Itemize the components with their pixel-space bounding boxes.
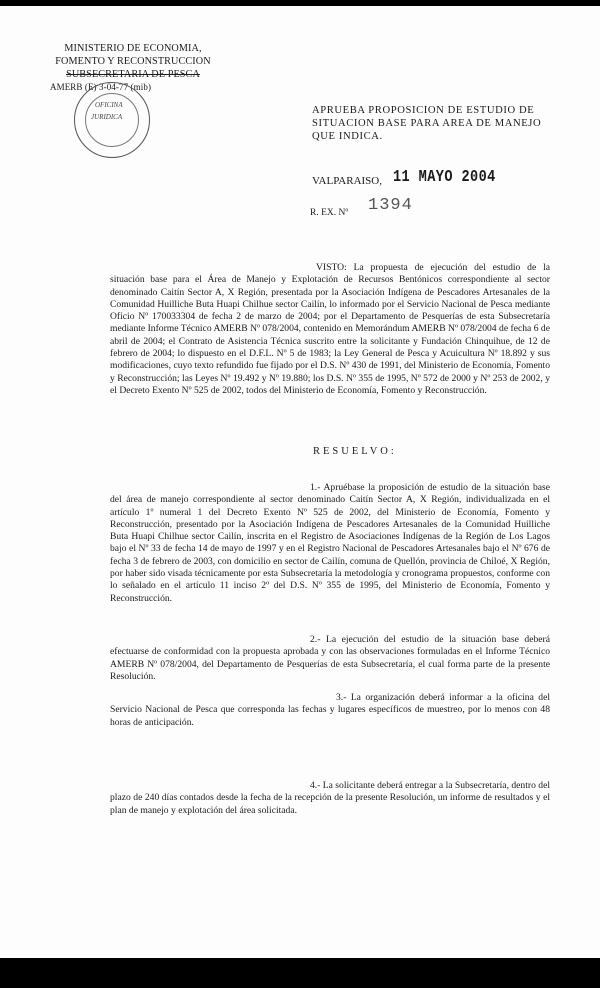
- scan-edge-bottom: [0, 958, 600, 988]
- resolution-title: APRUEBA PROPOSICION DE ESTUDIO DE SITUACION BASE PARA AREA DE MANEJO QUE INDICA.: [312, 105, 542, 142]
- ministry-line: MINISTERIO DE ECONOMIA,: [64, 43, 202, 54]
- stamp-text: OFICINA: [95, 101, 123, 109]
- resuelvo-heading: RESUELVO:: [313, 446, 397, 457]
- resolution-article-2: 2.- La ejecución del estudio de la situación base deberá efectuarse de conformidad con la propuesta aprobada y con las observaciones formuladas en el Informe Técnico AMERB Nº 078/2004, del Departamento de Pesquerías de esta Subsecretaría, el cual forma parte de la presente Resolución.: [110, 634, 550, 682]
- ministry-header: [48, 42, 218, 94]
- stamp-text: JURIDICA: [91, 113, 123, 121]
- resolution-article-4: 4.- La solicitante deberá entregar a la Subsecretaría, dentro del plazo de 240 días contados desde la fecha de la recepción de la presente Resolución, un informe de resultados y el plan de manejo y explotación del área solicitada.: [110, 780, 550, 816]
- city-label: VALPARAISO,: [312, 175, 382, 187]
- resolution-article-1: 1.- Apruébase la proposición de estudio de la situación base del área de manejo correspondiente al sector denominado Caitín Sector A, X Región, individualizada en el artículo 1º numeral 1 del Decreto Exento Nº 525 de 2002, del Ministerio de Economía, Fomento y Reconstrucción, presentado por la Asociación Indígena de Pescadores Artesanales de la Comunidad Huilliche Buta Huapi Chilhue sector Cailín, inscrita en el Registro de Asociaciones Indígenas de la Región de Los Lagos bajo el Nº 33 de fecha 14 de mayo de 1997 y en el Registro Nacional de Pescadores Artesanales bajo el Nº 676 de fecha 3 de febrero de 2003, con domicilio en sector de Cailín, comuna de Quellón, provincia de Chiloé, X Región, por haber sido visada técnicamente por esta Subsecretaría la metodología y cronograma propuestos, conforme con lo señalado en el artículo 11 inciso 2º del D.S. Nº 355 de 1995, del Ministerio de Economía, Fomento y Reconstrucción.: [110, 482, 550, 604]
- resolution-number-label: R. EX. Nº: [310, 208, 349, 218]
- resolution-article-3: 3.- La organización deberá informar a la oficina del Servicio Nacional de Pesca que corresponda las fechas y lugares específicos de muestreo, por lo menos con 48 horas de anticipación.: [110, 692, 550, 728]
- date-stamp: 11 MAYO 2004: [393, 168, 496, 187]
- office-stamp: [74, 82, 150, 158]
- visto-paragraph: VISTO: La propuesta de ejecución del estudio de la situación base para el Área de Manejo y Explotación de Recursos Bentónicos correspondiente al sector denominado Caitín Sector A, X Región, presentada por la Asociación Indígena de Pescadores Artesanales de la Comunidad Huilliche Buta Huapi Chilhue sector Cailín, lo informado por el Servicio Nacional de Pesca mediante Oficio Nº 170033304 de fecha 2 de marzo de 2004; por el Departamento de Pesquerías de esta Subsecretaría mediante Informe Técnico AMERB Nº 078/2004, contenido en Memorándum AMERB Nº 078/2004 de fecha 6 de abril de 2004; el Contrato de Asistencia Técnica suscrito entre la solicitante y Fundación Chinquihue, de 12 de febrero de 2004; lo dispuesto en el D.F.L. Nº 5 de 1983; la Ley General de Pesca y Acuicultura Nº 18.892 y sus modificaciones, cuyo texto refundido fue fijado por el D.S. Nº 430 de 1991, del Ministerio de Economía, Fomento y Reconstrucción; las Leyes Nº 19.492 y Nº 19.880; los D.S. Nº 355 de 1995, Nº 572 de 2000 y Nº 253 de 2002, y el Decreto Exento Nº 525 de 2002, todos del Ministerio de Economía, Fomento y Reconstrucción.: [110, 262, 550, 396]
- scan-edge-top: [0, 0, 600, 6]
- ministry-line: SUBSECRETARIA DE PESCA: [66, 69, 200, 80]
- ministry-reference-code: AMERB (E) 3-04-77 (mib): [50, 82, 152, 92]
- resolution-number: 1394: [368, 196, 413, 215]
- ministry-line: FOMENTO Y RECONSTRUCCION: [55, 56, 211, 67]
